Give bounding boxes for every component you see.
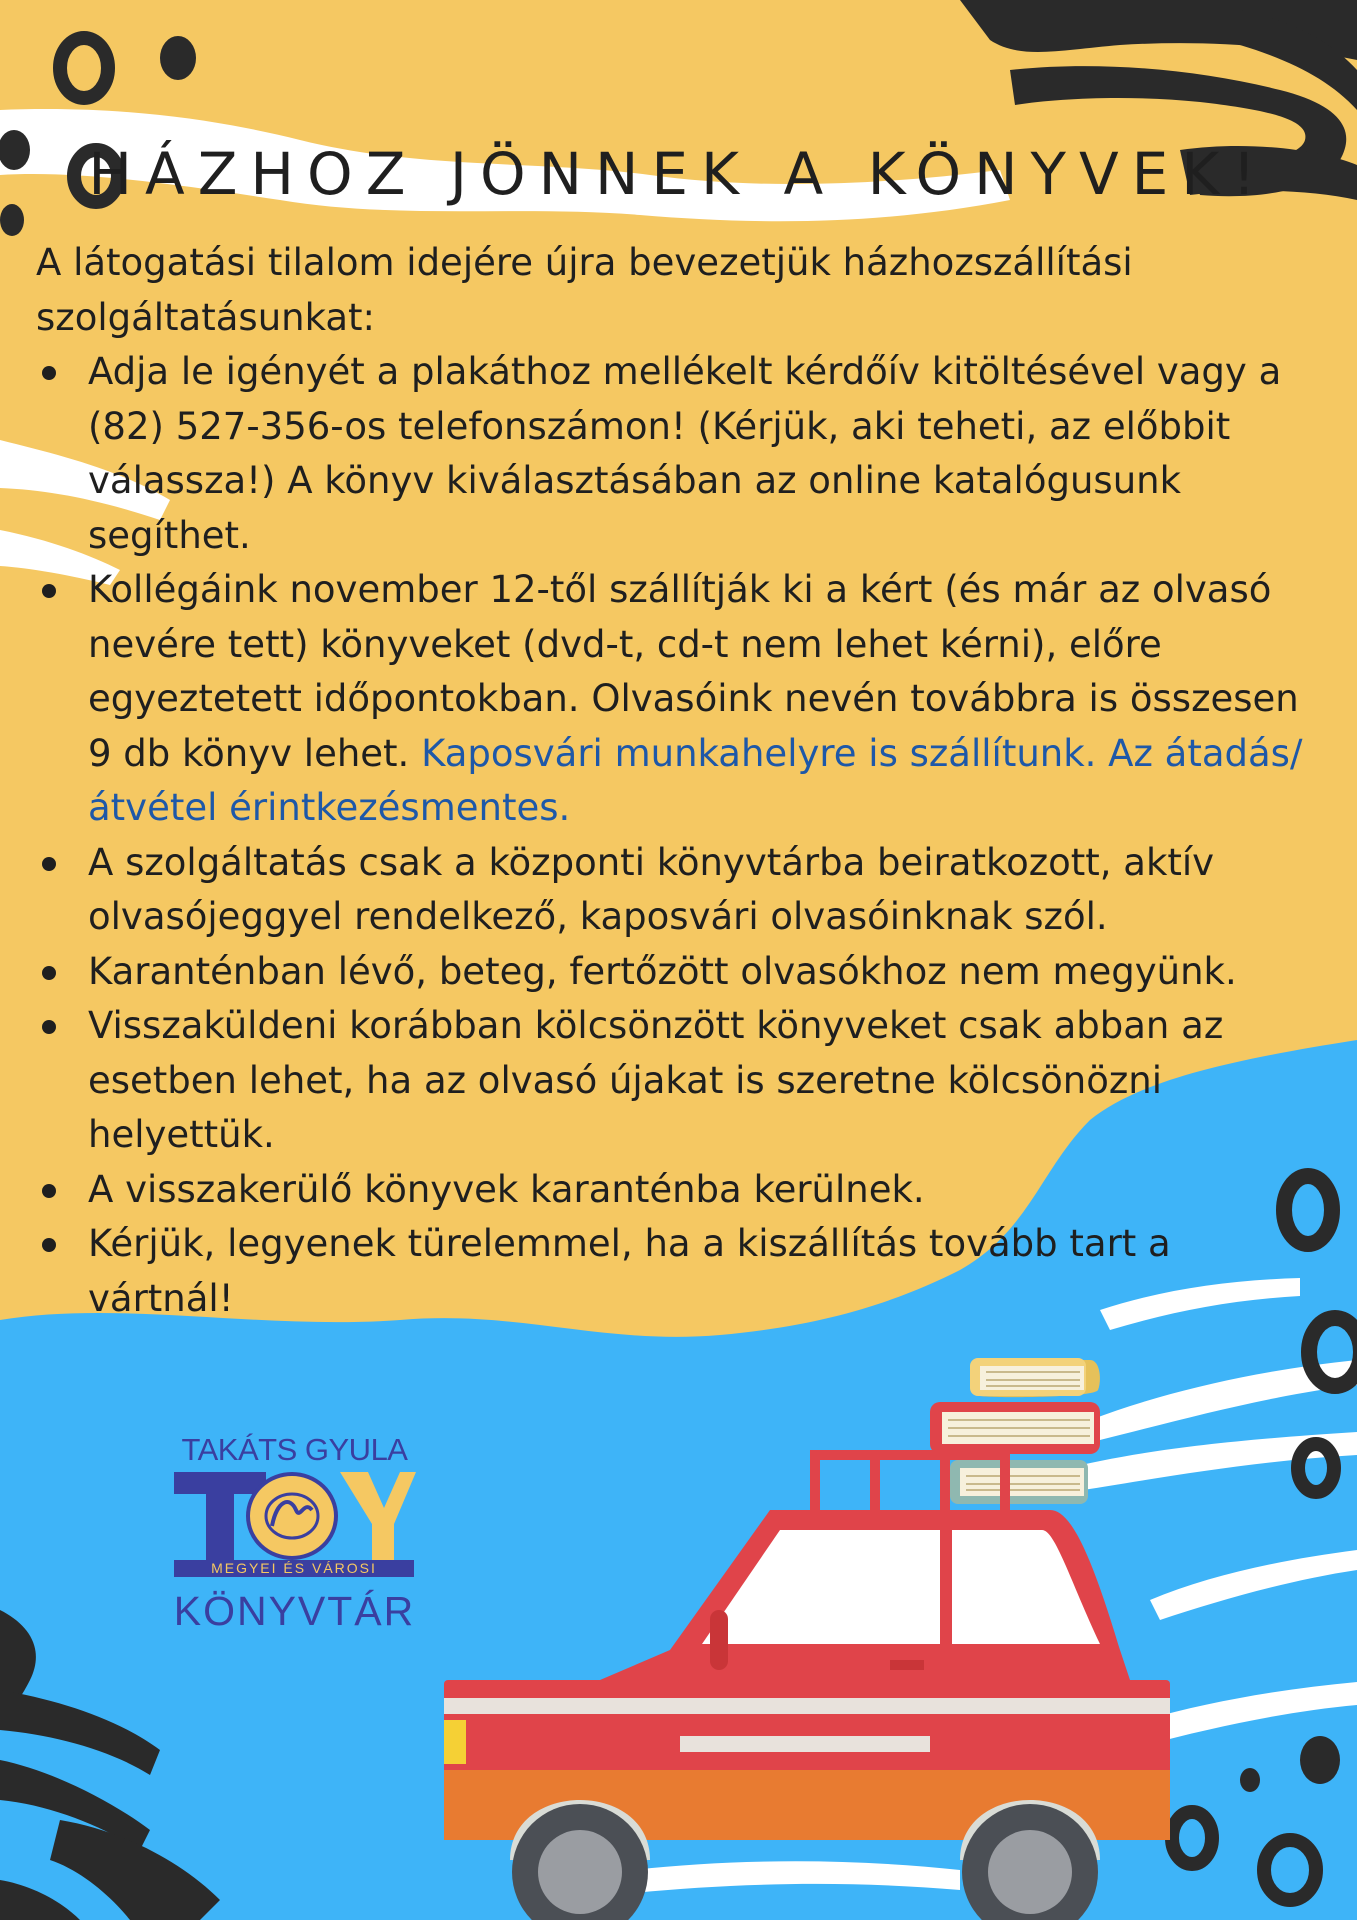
highlighted-text: Kaposvári munkahelyre is szállítunk. Az átadás/átvétel érintkezésmentes. [88, 731, 1303, 829]
car-with-books-illustration [430, 1350, 1210, 1920]
poster-body [36, 236, 1326, 1326]
bullet-icon [42, 584, 56, 598]
library-logo [172, 1432, 417, 1632]
logo-mark-icon [172, 1470, 417, 1562]
black-dot-decoration [1300, 1736, 1340, 1784]
poster-title: HÁZHOZ JÖNNEK A KÖNYVEK! [88, 140, 1269, 208]
bullet-text: A visszakerülő könyvek karanténba kerülnek. [88, 1167, 925, 1211]
bullet-icon [42, 857, 56, 871]
bullet-list [36, 345, 1326, 1326]
bullet-text: Adja le igényét a plakáthoz mellékelt kérdőív kitöltésével vagy a (82) 527-356-os telefonszámon! (Kérjük, aki teheti, az előbbit válassza!) A könyv kiválasztásában az online katalógusunk segíthet. [88, 350, 1282, 557]
bullet-text: Karanténban lévő, beteg, fertőzött olvasókhoz nem megyünk. [88, 949, 1237, 993]
logo-bottom-text: KÖNYVTÁR [173, 1588, 416, 1634]
bullet-icon [42, 1238, 56, 1252]
black-dot-decoration [1240, 1768, 1260, 1792]
bullet-icon [42, 366, 56, 380]
intro-text: A látogatási tilalom idejére újra bevezetjük házhozszállítási szolgáltatásunkat: [36, 241, 1133, 339]
list-item [36, 1217, 1326, 1326]
bullet-text: Kérjük, legyenek türelemmel, ha a kiszállítás tovább tart a vártnál! [88, 1222, 1171, 1320]
bullet-icon [42, 1184, 56, 1198]
books-stack-icon [930, 1358, 1100, 1504]
bullet-text: Visszaküldeni korábban kölcsönzött könyveket csak abban az esetben lehet, ha az olvasó újakat is szeretne kölcsönözni helyettük. [88, 1004, 1224, 1156]
list-item [36, 836, 1326, 945]
bullet-icon [42, 966, 56, 980]
bullet-icon [42, 1020, 56, 1034]
list-item [36, 945, 1326, 1000]
bullet-text: Kollégáink november 12-től szállítják ki a kért (és már az olvasó nevére tett) könyveket (dvd-t, cd-t nem lehet kérni), előre egyeztetett időpontokban. Olvasóink nevén továbbra is összesen 9 db könyv lehet. [88, 568, 1299, 775]
logo-band-text: MEGYEI ÉS VÁROSI [174, 1560, 414, 1577]
list-item [36, 345, 1326, 563]
logo-top-text: TAKÁTS GYULA [181, 1432, 408, 1467]
black-dot-decoration [60, 38, 108, 98]
list-item [36, 1163, 1326, 1218]
black-dot-decoration [160, 36, 196, 80]
list-item [36, 999, 1326, 1163]
bullet-text: A szolgáltatás csak a központi könyvtárba beiratkozott, aktív olvasójeggyel rendelkező, kaposvári olvasóinknak szól. [88, 840, 1215, 938]
list-item [36, 563, 1326, 836]
